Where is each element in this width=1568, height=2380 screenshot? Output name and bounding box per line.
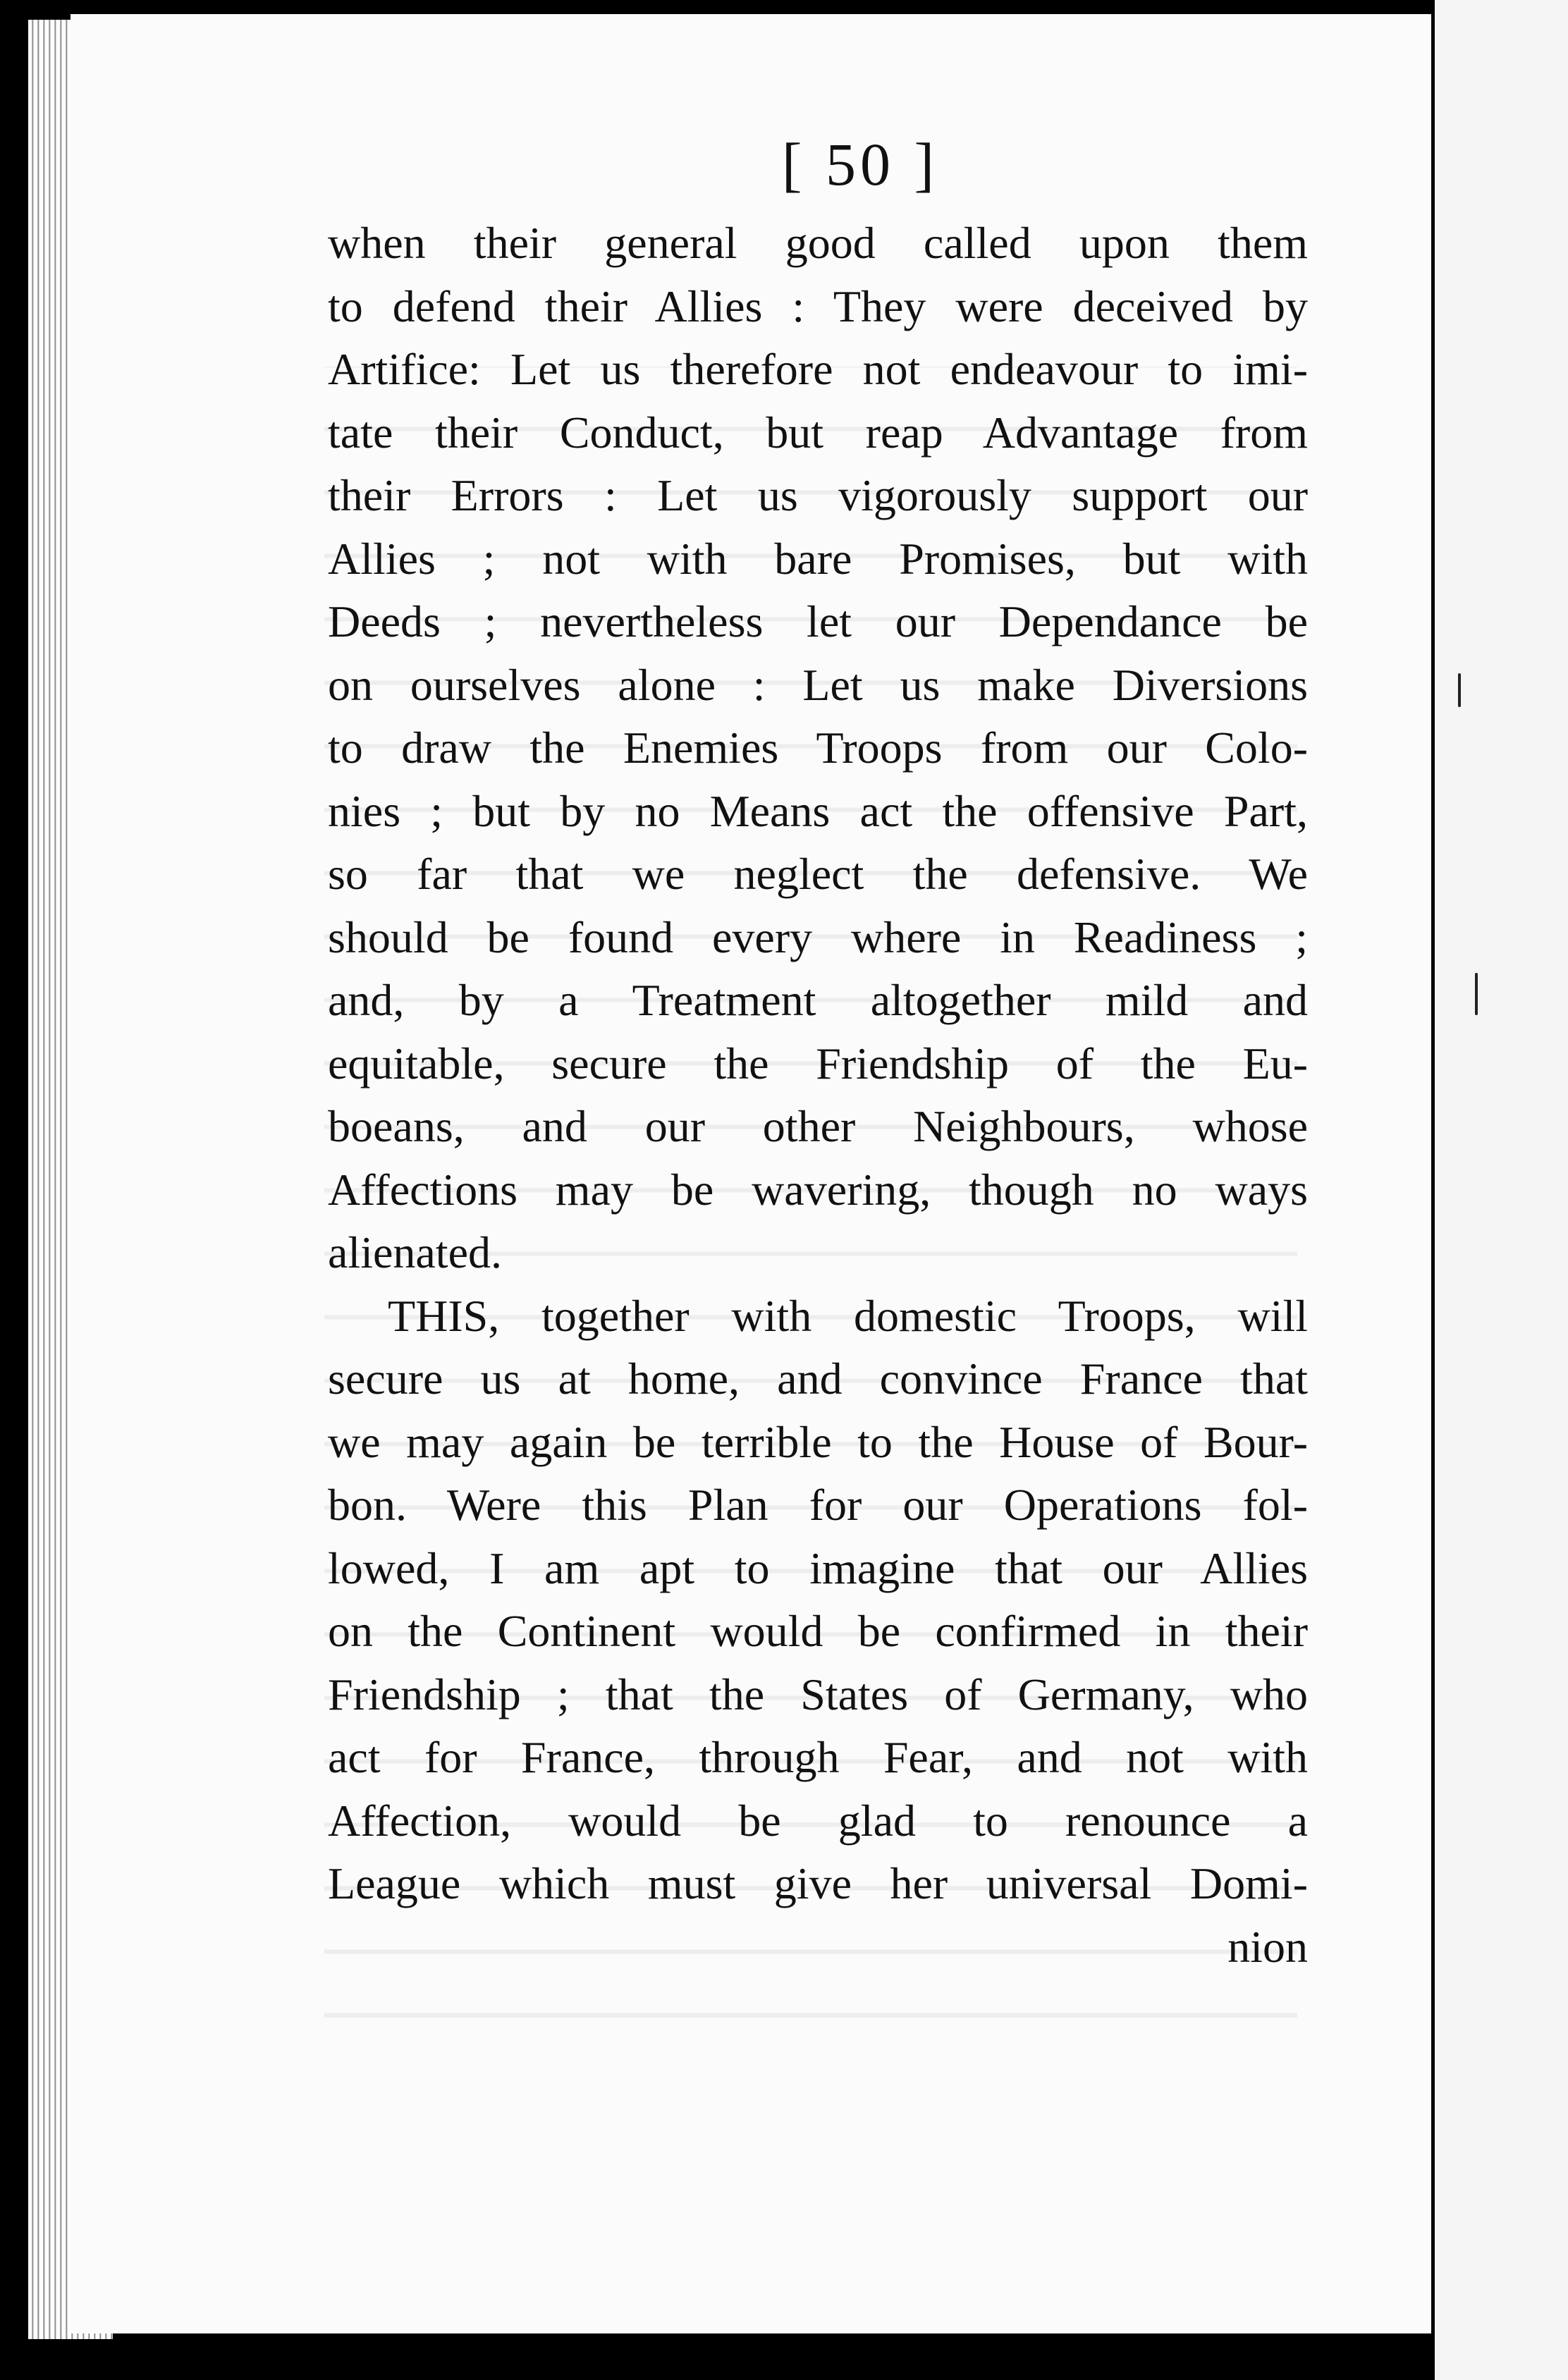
catchword: nion (1227, 1921, 1308, 1972)
text-line: nies ; but by no Means act the offensive Part, (328, 785, 1308, 836)
text-line: to defend their Allies : They were deceived by (328, 281, 1308, 331)
text-line: lowed, I am apt to imagine that our Allies (328, 1542, 1308, 1593)
text-line: Affections may be wavering, though no ways (328, 1164, 1308, 1215)
text-line: Allies ; not with bare Promises, but with (328, 533, 1308, 584)
text-line: bon. Were this Plan for our Operations fol- (328, 1480, 1308, 1530)
text-line: boeans, and our other Neighbours, whose (328, 1101, 1308, 1151)
text-line: to draw the Enemies Troops from our Colo- (328, 723, 1308, 773)
text-line: when their general good called upon them (328, 218, 1308, 268)
facing-page (1435, 0, 1568, 2380)
text-line: tate their Conduct, but reap Advantage from (328, 407, 1308, 458)
text-line: so far that we neglect the defensive. We (328, 849, 1308, 899)
text-line: Artifice: Let us therefore not endeavour to imi- (328, 344, 1308, 394)
text-line: on ourselves alone : Let us make Diversions (328, 659, 1308, 710)
text-line: on the Continent would be confirmed in their (328, 1606, 1308, 1656)
text-line: Affection, would be glad to renounce a (328, 1795, 1308, 1846)
page-number: [ 50 ] (781, 130, 939, 198)
text-line: their Errors : Let us vigorously support our (328, 470, 1308, 520)
text-line: Friendship ; that the States of Germany, who (328, 1669, 1308, 1719)
text-line: equitable, secure the Friendship of the Eu- (328, 1038, 1308, 1088)
text-line: Deeds ; nevertheless let our Dependance be (328, 596, 1308, 646)
text-line: alienated. (328, 1227, 502, 1277)
text-line: League which must give her universal Domi- (328, 1858, 1308, 1908)
text-line: should be found every where in Readiness ; (328, 912, 1308, 962)
text-line: act for France, through Fear, and not with (328, 1732, 1308, 1782)
text-line: THIS, together with domestic Troops, will (388, 1290, 1308, 1341)
facing-page-mark (1458, 673, 1461, 707)
text-line: secure us at home, and convince France that (328, 1354, 1308, 1404)
facing-page-mark (1475, 973, 1478, 1015)
text-block (328, 130, 1308, 1978)
text-line: and, by a Treatment altogether mild and (328, 975, 1308, 1025)
text-line: we may again be terrible to the House of Bour- (328, 1416, 1308, 1467)
text-body (328, 211, 1308, 1915)
